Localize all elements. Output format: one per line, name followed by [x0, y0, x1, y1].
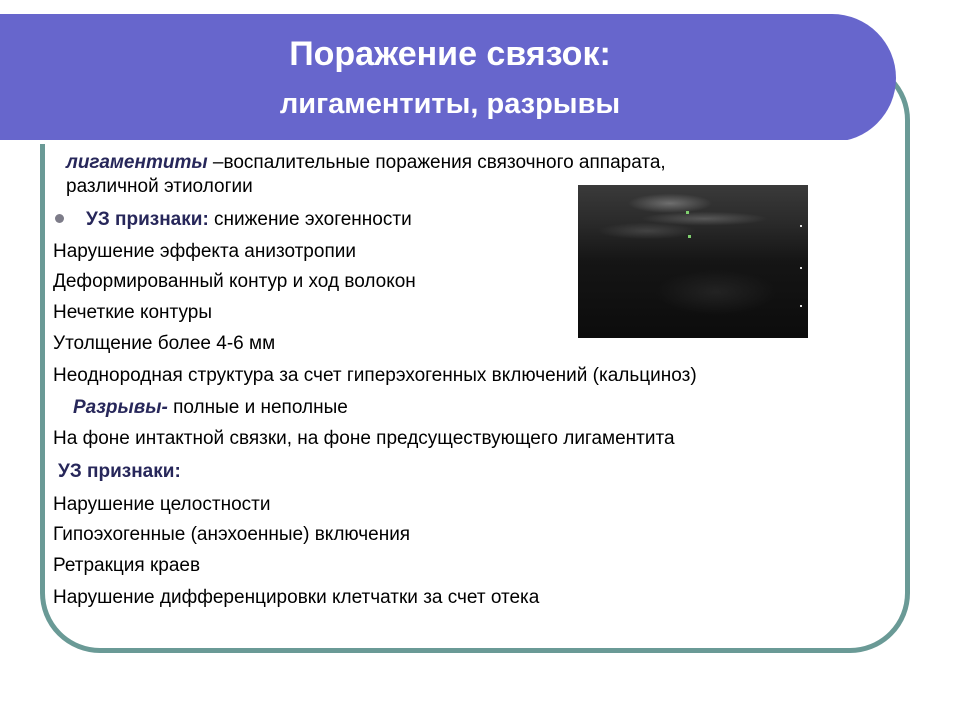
depth-tick [800, 267, 802, 269]
us-signs-label-2: УЗ признаки: [58, 461, 181, 482]
ruptures-background: На фоне интактной связки, на фоне предсуществующего лигаментита [53, 428, 675, 449]
title-line-1: Поражение связок: [289, 35, 611, 73]
ruptures-definition [73, 397, 348, 419]
sign-tissue-edema: Нарушение дифференцировки клетчатки за счет отека [53, 587, 540, 608]
caliper-marker [688, 235, 691, 238]
sign-thickening: Утолщение более 4-6 мм [53, 333, 276, 354]
sign-unclear-contours: Нечеткие контуры [53, 302, 212, 323]
bullet-icon [55, 214, 64, 223]
ruptures-def: полные и неполные [167, 397, 348, 418]
title-line-2: лигаментиты, разрывы [279, 88, 621, 120]
ligamentitis-def: –воспалительные поражения связочного аппарата, [207, 152, 666, 173]
ligamentitis-term: лигаментиты [66, 152, 208, 173]
depth-tick [800, 225, 802, 227]
us-signs-2 [58, 461, 181, 483]
sign-anisotropy: Нарушение эффекта анизотропии [53, 241, 356, 262]
sign-retraction: Ретракция краев [53, 555, 201, 576]
us-signs-1 [86, 209, 412, 231]
ruptures-term: Разрывы- [73, 397, 168, 418]
us-signs-label-1: УЗ признаки: [86, 209, 209, 230]
sign-integrity: Нарушение целостности [53, 494, 271, 515]
depth-tick [800, 305, 802, 307]
ultrasound-image [578, 185, 808, 338]
sign-hypoechoic: Гипоэхогенные (анэхоенные) включения [53, 524, 411, 545]
ligamentitis-definition [66, 152, 666, 174]
sign-heterogeneous: Неоднородная структура за счет гиперэхогенных включений (кальциноз) [53, 365, 697, 386]
sign-deformed-contour: Деформированный контур и ход волокон [53, 271, 416, 292]
caliper-marker [686, 211, 689, 214]
ligamentitis-def-line2: различной этиологии [66, 176, 253, 197]
us-signs-text-1: снижение эхогенности [208, 209, 412, 230]
